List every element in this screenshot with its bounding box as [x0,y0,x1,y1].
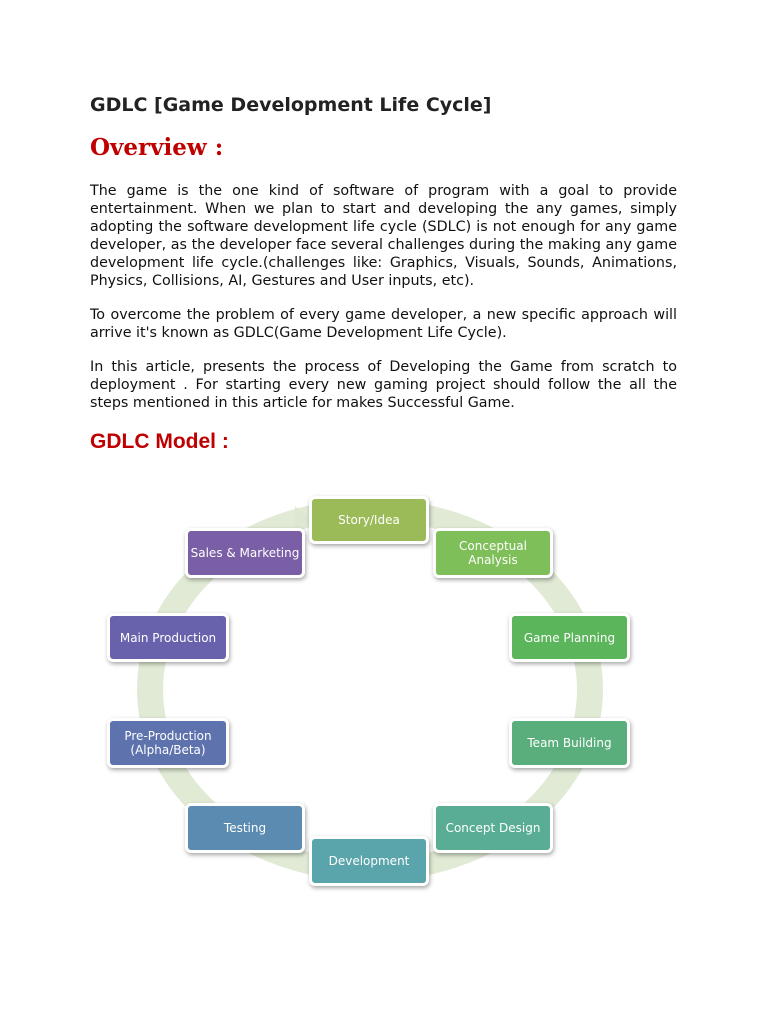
page-title: GDLC [Game Development Life Cycle] [90,94,492,116]
step-pre-production: Pre-Production (Alpha/Beta) [107,718,229,768]
overview-paragraph-1: The game is the one kind of software of program with a goal to provide entertainment. When we plan to start and developing the any games, simply adopting the software development life cycle (SDLC) is not enough for any game developer, as the developer face several challenges during the making any game development life cycle.(challenges like: Graphics, Visuals, Sounds, Animations, Physics, Collisions, AI, Gestures and User inputs, etc). [90,183,677,289]
step-game-planning: Game Planning [509,613,630,662]
gdlc-cycle-diagram [90,480,650,910]
step-concept-design: Concept Design [433,803,553,853]
overview-paragraph-2: To overcome the problem of every game developer, a new specific approach will arrive it's known as GDLC(Game Development Life Cycle). [90,307,677,341]
step-story-idea: Story/Idea [309,496,429,544]
step-main-production: Main Production [107,613,229,662]
overview-paragraph-3: In this article, presents the process of Developing the Game from scratch to deployment . For starting every new gaming project should follow the all the steps mentioned in this article for makes Successful Game. [90,359,677,411]
step-conceptual-analysis: Conceptual Analysis [433,528,553,578]
step-testing: Testing [185,803,305,853]
step-sales-marketing: Sales & Marketing [185,528,305,578]
step-development: Development [309,836,429,886]
step-team-building: Team Building [509,718,630,768]
overview-heading: Overview : [90,134,224,161]
gdlc-model-heading: GDLC Model : [90,430,229,453]
